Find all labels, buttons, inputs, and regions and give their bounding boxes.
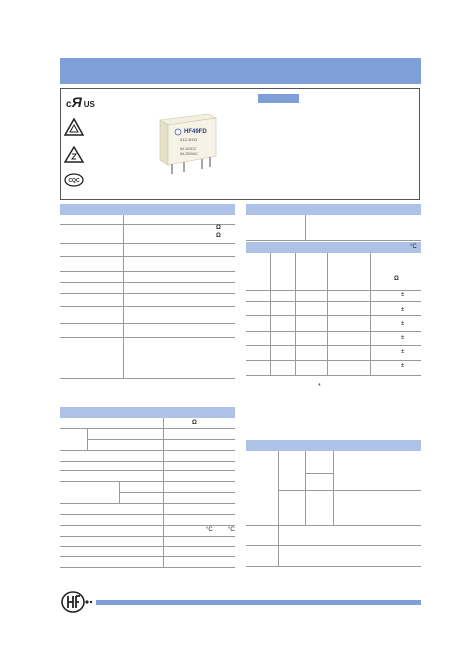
left-lower-row-line	[60, 525, 235, 526]
coil-row-line	[246, 301, 421, 302]
right-upper-section-header	[246, 204, 421, 215]
right-lower-row-line	[278, 490, 421, 491]
cqc-icon	[64, 173, 84, 187]
coil-row-line	[246, 345, 421, 346]
left-upper-row-line	[60, 323, 235, 324]
ul-mark	[66, 94, 95, 110]
right-upper-column-divider	[305, 215, 306, 240]
left-lower-row-line	[60, 536, 235, 537]
tolerance-symbol: ±	[401, 335, 405, 341]
vde-triangle-icon	[64, 146, 84, 165]
right-lower-row-line	[305, 473, 333, 474]
relay-model-text: HF49FD	[184, 129, 207, 135]
temp-unit-max: °C	[228, 527, 235, 533]
ohm-symbol: Ω	[216, 233, 221, 239]
tolerance-symbol: ±	[401, 307, 405, 313]
left-lower-row-line	[60, 514, 235, 515]
left-lower-section-header	[60, 407, 235, 418]
left-upper-row-line	[60, 282, 235, 283]
right-lower-row-line	[246, 545, 421, 546]
left-lower-row-line	[60, 546, 235, 547]
product-header-box	[60, 88, 420, 200]
footnote-asterisk: *	[318, 383, 321, 390]
right-lower-column-divider	[278, 451, 279, 566]
tuv-triangle-icon	[64, 118, 84, 138]
left-upper-section-header	[60, 204, 235, 215]
cqc-label: CQC	[68, 178, 80, 184]
temp-unit-min: °C	[206, 527, 213, 533]
left-upper-row-line	[60, 224, 235, 225]
ul-us-suffix: US	[83, 100, 95, 109]
left-upper-row-line	[60, 293, 235, 294]
left-upper-row-line	[60, 337, 235, 338]
left-upper-row-line	[60, 256, 235, 257]
tolerance-symbol: ±	[401, 349, 405, 355]
relay-part-text: 012-1H11	[180, 137, 198, 142]
hongfa-logo-icon	[60, 590, 94, 616]
footer-bar	[96, 600, 421, 605]
left-lower-row-line	[60, 567, 235, 568]
coil-row-line	[246, 290, 421, 291]
ul-c-prefix: c	[66, 99, 72, 110]
relay-rating-2: 5A 250VAC	[180, 152, 198, 156]
relay-rating-1: 5A 30VDC	[180, 147, 197, 151]
tolerance-symbol: ±	[401, 321, 405, 327]
left-upper-row-line	[60, 243, 235, 244]
left-lower-row-line	[60, 503, 235, 504]
coil-row-line	[246, 375, 421, 376]
right-lower-column-divider	[333, 451, 334, 525]
left-lower-row-line	[60, 461, 235, 462]
right-lower-section-header	[246, 440, 421, 451]
right-lower-row-line	[246, 525, 421, 526]
right-lower-row-line	[246, 566, 421, 567]
left-upper-column-divider	[123, 215, 124, 378]
relay-product-image	[150, 110, 220, 176]
coil-resistance-unit: Ω	[394, 276, 399, 282]
coil-table-header	[246, 242, 421, 253]
ohm-symbol: Ω	[192, 420, 197, 426]
left-lower-row-line	[60, 428, 235, 429]
left-lower-row-line	[60, 470, 235, 471]
features-tag	[258, 94, 299, 103]
left-lower-row-line	[60, 556, 235, 557]
right-upper-row-line	[246, 240, 421, 241]
left-lower-row-line	[60, 481, 235, 482]
left-lower-row-line	[119, 492, 235, 493]
ul-r-icon: Я	[71, 94, 82, 110]
left-upper-row-line	[60, 306, 235, 307]
coil-table-temp-unit: °C	[410, 244, 417, 250]
coil-row-line	[246, 315, 421, 316]
ohm-symbol: Ω	[216, 225, 221, 231]
coil-row-line	[246, 331, 421, 332]
left-lower-row-line	[87, 439, 235, 440]
left-upper-row-line	[60, 271, 235, 272]
right-lower-column-divider	[305, 451, 306, 525]
title-bar	[60, 58, 421, 84]
tolerance-symbol: ±	[401, 292, 405, 298]
coil-row-line	[246, 360, 421, 361]
tolerance-symbol: ±	[401, 363, 405, 369]
left-lower-row-line	[60, 450, 235, 451]
left-upper-row-line	[60, 378, 235, 379]
